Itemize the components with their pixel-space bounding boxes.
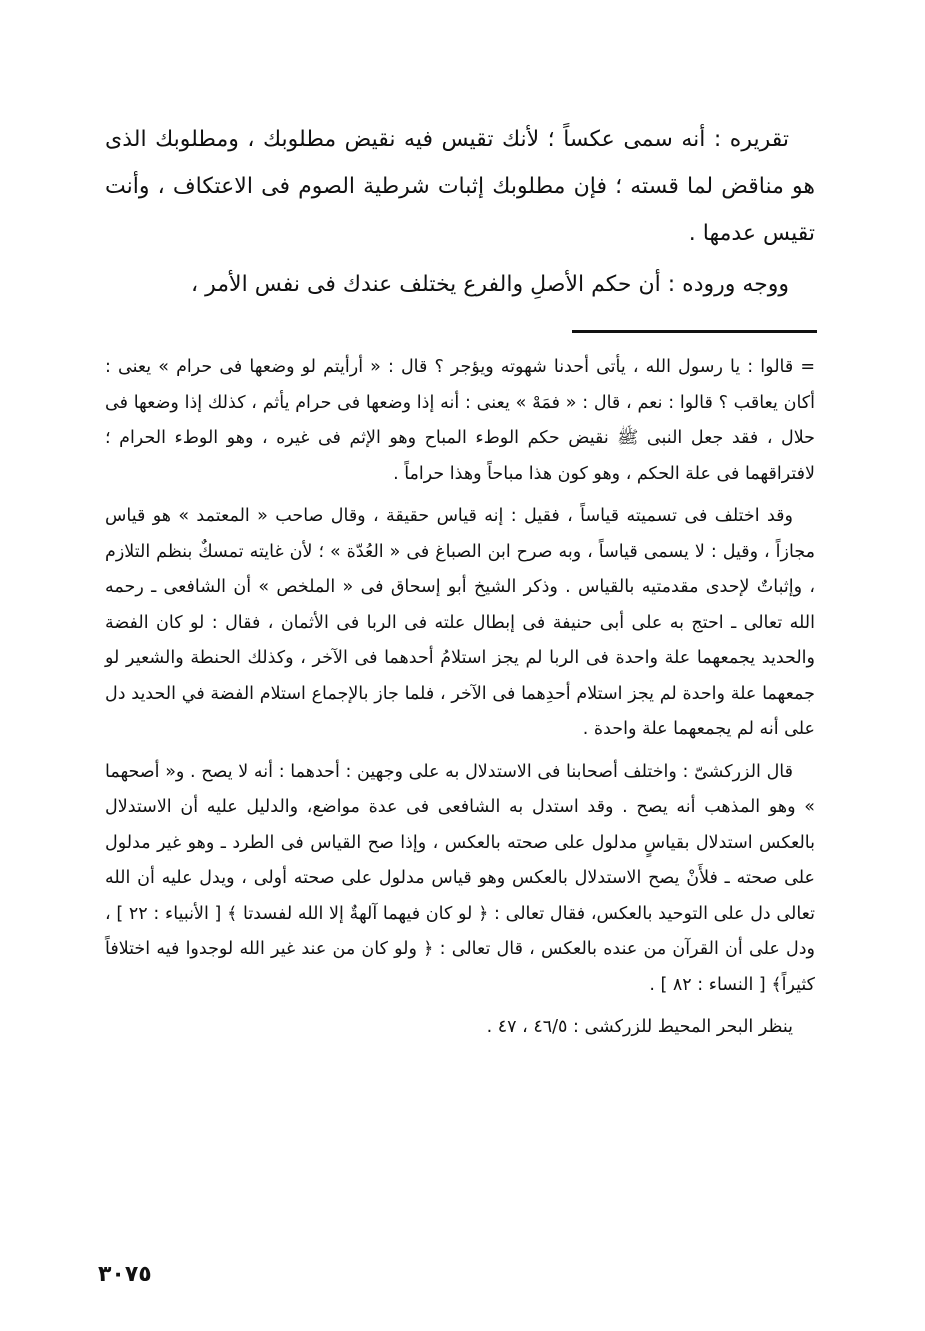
footnote-reference: ينظر البحر المحيط للزركشى : ٤٦/٥ ، ٤٧ . — [486, 1017, 793, 1037]
footnotes — [105, 350, 815, 1046]
footnote-paragraph-naming: وقد اختلف فى تسميته قياساً ، فقيل : إنه قياس حقيقة ، وقال صاحب « المعتمد » هو قياس مجازاً ، وقيل : لا يسمى قياساً ، وبه صرح ابن الصباغ فى « العُدّة » ؛ لأن غايته تمسكٌ بنظم التلازم ، وإثباتٌ لإحدى مقدمتيه بالقياس . وذكر الشيخ أبو إسحاق فى « الملخص » أن الشافعى ـ رحمه الله تعالى ـ احتج به على أبى حنيفة فى إبطال علته فى الربا فى الأثمان ، فقال : لو كان الفضة والحديد يجمعهما علة واحدة فى الربا لم يجز استلامُ أحدهما فى الآخر ، وكذلك الحنطة والشعير لو جمعهما علة واحدة لم يجز استلام أحدِهما فى الآخر ، فلما جاز بالإجماع استلام الفضة في الحديد دل على أنه لم يجمعهما علة واحدة . — [105, 506, 815, 739]
footnote-continuation: = قالوا : يا رسول الله ، يأتى أحدنا شهوته ويؤجر ؟ قال : « أرأيتم لو وضعها فى حرام » يعنى : أكان يعاقب ؟ قالوا : نعم ، قال : « فمَهْ » يعنى : أنه إذا وضعها فى حرام يأثم ، كذلك إذا وضعها فى حلال ، فقد جعل النبى ﷺ نقيض حكم الوطء المباح وهو الإثم فى غيره ، وهو الوطء الحرام ؛ لافتراقهما فى علة الحكم ، وهو كون هذا مباحاً وهذا حراماً . — [105, 357, 815, 484]
footnote-separator — [572, 330, 817, 333]
main-paragraph-explanation: تقريره : أنه سمى عكساً ؛ لأنك تقيس فيه نقيض مطلوبك ، ومطلوبك الذى هو مناقض لما قسته ؛ فإن مطلوبك إثبات شرطية الصوم فى الاعتكاف ، وأنت تقيس عدمها . — [105, 127, 815, 246]
main-paragraph-objection: ووجه وروده : أن حكم الأصلِ والفرع يختلف عندك فى نفس الأمر ، — [191, 272, 789, 297]
footnote-paragraph-zarkashi: قال الزركشىّ : واختلف أصحابنا فى الاستدلال به على وجهين : أحدهما : أنه لا يصح . و« أصحهما » وهو المذهب أنه يصح . وقد استدل به الشافعى فى عدة مواضع، والدليل عليه أن الاستدلال بالعكس استدلال بقياسٍ مدلول على صحته بالعكس ، وإذا صح القياس فى الطرد ـ وهو غير مدلول على صحته ـ فلأَنْ يصح الاستدلال بالعكس وهو قياس مدلول على صحته أولى ، ويدل عليه أن الله تعالى دل على التوحيد بالعكس، فقال تعالى : ﴿ لو كان فيهما آلهةٌ إلا الله لفسدتا ﴾ [ الأنبياء : ٢٢ ] ، ودل على أن القرآن من عنده بالعكس ، قال تعالى : ﴿ ولو كان من عند غير الله لوجدوا فيه اختلافاً كثيراً﴾ [ النساء : ٨٢ ] . — [105, 761, 815, 995]
page-number: ٣٠٧٥ — [98, 1262, 152, 1287]
main-text — [105, 116, 815, 308]
